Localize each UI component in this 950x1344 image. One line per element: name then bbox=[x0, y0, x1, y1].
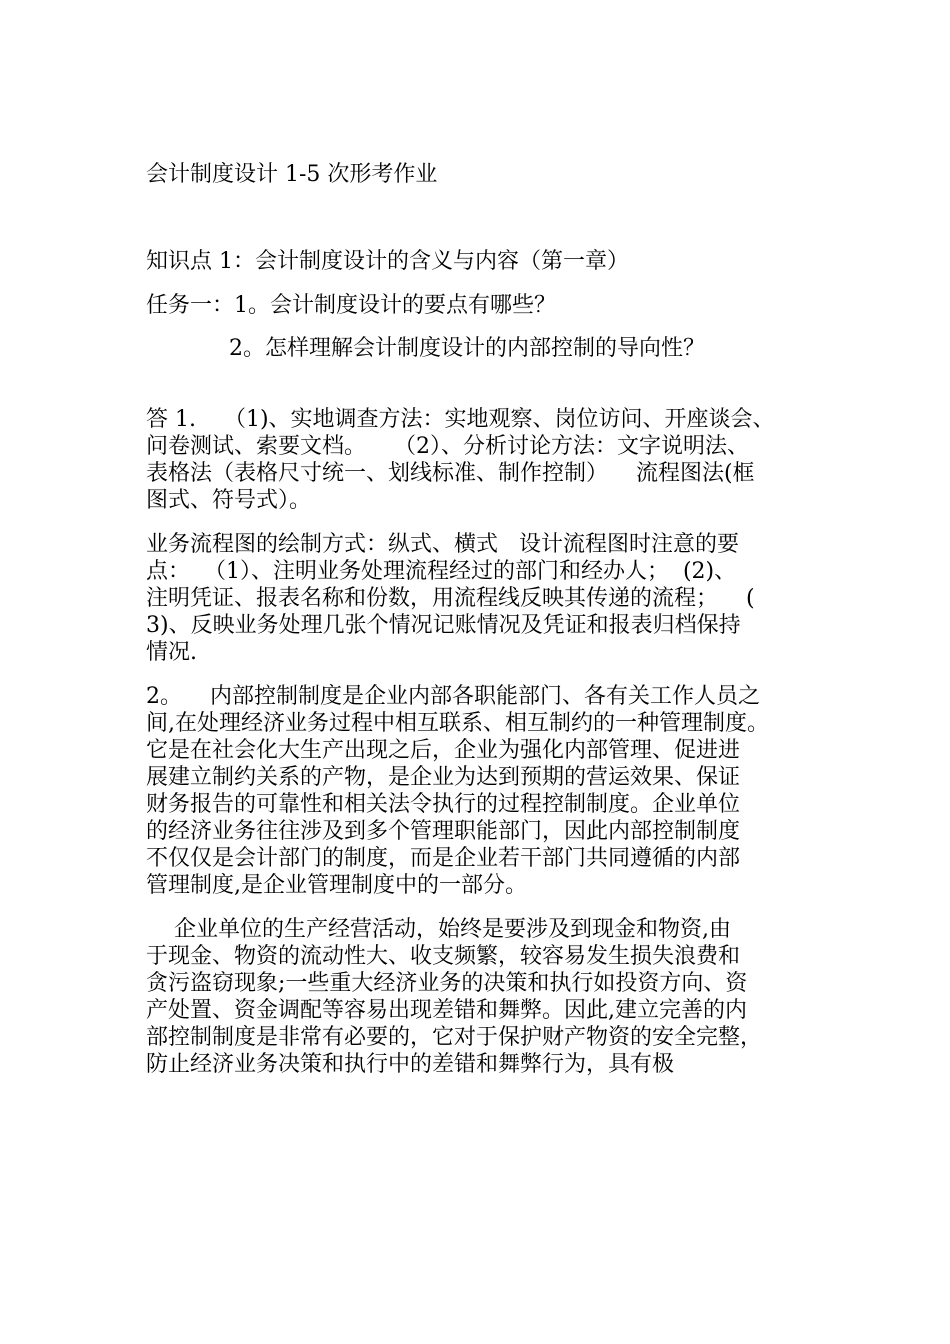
knowledge-point-heading: 知识点 1：会计制度设计的含义与内容（第一章） bbox=[146, 249, 629, 274]
answer2b-line: 防止经济业务决策和执行中的差错和舞弊行为，具有极 bbox=[146, 1052, 675, 1077]
answer2b-line: 企业单位的生产经营活动，始终是要涉及到现金和物资,由 bbox=[146, 917, 731, 942]
task-question-1: 任务一：1。会计制度设计的要点有哪些？ bbox=[146, 293, 556, 318]
flowchart-line: 3)、反映业务处理几张个情况记账情况及凭证和报表归档保持 bbox=[146, 613, 741, 638]
answer2b-line: 部控制制度是非常有必要的，它对于保护财产物资的安全完整， bbox=[146, 1025, 763, 1050]
answer1-line: 答 1. （1)、实地调查方法：实地观察、岗位访问、开座谈会、 bbox=[146, 407, 775, 432]
document-title: 会计制度设计 1-5 次形考作业 bbox=[146, 162, 438, 187]
flowchart-line: 注明凭证、报表名称和份数，用流程线反映其传递的流程； ( bbox=[146, 586, 755, 611]
answer2b-line: 贪污盗窃现象;一些重大经济业务的决策和执行如投资方向、资 bbox=[146, 971, 748, 996]
answer1-line: 问卷测试、索要文档。 （2）、分析讨论方法：文字说明法、 bbox=[146, 434, 749, 459]
answer2-line: 展建立制约关系的产物，是企业为达到预期的营运效果、保证 bbox=[146, 765, 741, 790]
answer2b-line: 于现金、物资的流动性大、收支频繁，较容易发生损失浪费和 bbox=[146, 944, 741, 969]
flowchart-line: 业务流程图的绘制方式：纵式、横式 设计流程图时注意的要 bbox=[146, 532, 739, 557]
answer2-line: 间,在处理经济业务过程中相互联系、相互制约的一种管理制度。 bbox=[146, 711, 769, 736]
answer2-line: 它是在社会化大生产出现之后，企业为强化内部管理、促进进 bbox=[146, 738, 741, 763]
answer2b-line: 产处置、资金调配等容易出现差错和舞弊。因此,建立完善的内 bbox=[146, 998, 747, 1023]
answer1-line: 图式、符号式）。 bbox=[146, 488, 312, 513]
task-question-2: 2。怎样理解会计制度设计的内部控制的导向性？ bbox=[229, 336, 705, 361]
flowchart-line: 点： （1）、注明业务处理流程经过的部门和经办人； (2)、 bbox=[146, 559, 737, 584]
answer2-line: 2。 内部控制制度是企业内部各职能部门、各有关工作人员之 bbox=[146, 684, 760, 709]
answer2-line: 财务报告的可靠性和相关法令执行的过程控制制度。企业单位 bbox=[146, 792, 741, 817]
answer2-line: 不仅仅是会计部门的制度，而是企业若干部门共同遵循的内部 bbox=[146, 846, 741, 871]
answer1-line: 表格法（表格尺寸统一、划线标准、制作控制） 流程图法(框 bbox=[146, 461, 755, 486]
answer2-line: 的经济业务往往涉及到多个管理职能部门，因此内部控制制度 bbox=[146, 819, 741, 844]
answer2-line: 管理制度,是企业管理制度中的一部分。 bbox=[146, 873, 527, 898]
flowchart-line: 情况. bbox=[146, 640, 197, 665]
